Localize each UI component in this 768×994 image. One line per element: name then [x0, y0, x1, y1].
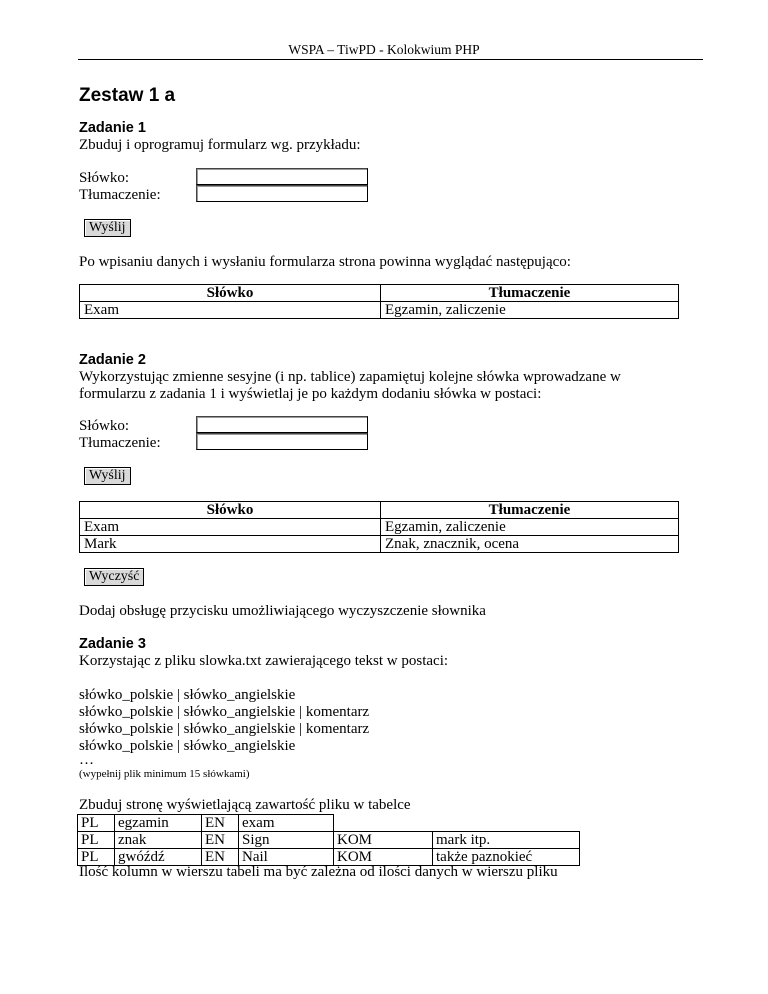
table-cell: mark itp.	[433, 832, 580, 849]
table-header-row	[80, 285, 679, 302]
task2-translation-label: Tłumaczenie:	[79, 435, 161, 451]
table-row	[80, 519, 679, 536]
table-cell: Mark	[80, 536, 381, 553]
task1-send-button[interactable]: Wyślij	[84, 219, 131, 237]
column-header-translation: Tłumaczenie	[381, 502, 679, 519]
table-cell: exam	[239, 815, 334, 832]
task2-send-button[interactable]: Wyślij	[84, 467, 131, 485]
task3-footer-text: Ilość kolumn w wierszu tabeli ma być zależna od ilości danych w wierszu pliku	[79, 864, 558, 880]
task2-translation-input[interactable]	[196, 433, 368, 450]
table-cell: EN	[202, 815, 239, 832]
page-title: Zestaw 1 a	[79, 85, 176, 106]
task2-result-table	[79, 501, 679, 553]
file-format-line: słówko_polskie | słówko_angielskie	[79, 687, 296, 703]
table-cell: PL	[78, 832, 115, 849]
table-cell: Nail	[239, 849, 334, 866]
task2-word-label: Słówko:	[79, 418, 130, 434]
task1-word-input[interactable]	[196, 168, 368, 185]
file-format-line: słówko_polskie | słówko_angielskie | komentarz	[79, 721, 370, 737]
page-header: WSPA – TiwPD - Kolokwium PHP	[288, 42, 480, 57]
file-format-ellipsis: …	[79, 752, 94, 768]
task1-after-text: Po wpisaniu danych i wysłaniu formularza strona powinna wyglądać następująco:	[79, 254, 571, 270]
column-header-word: Słówko	[80, 502, 381, 519]
task2-after-text: Dodaj obsługę przycisku umożliwiającego wyczyszczenie słownika	[79, 603, 486, 619]
table-cell: Egzamin, zaliczenie	[381, 519, 679, 536]
table-cell: KOM	[334, 849, 433, 866]
table-cell: znak	[115, 832, 202, 849]
task2-heading: Zadanie 2	[79, 352, 146, 368]
table-cell: EN	[202, 849, 239, 866]
table-row	[80, 302, 679, 319]
table-row	[78, 815, 580, 832]
table-row	[80, 536, 679, 553]
table-cell: egzamin	[115, 815, 202, 832]
column-header-translation: Tłumaczenie	[381, 285, 679, 302]
clear-button[interactable]: Wyczyść	[84, 568, 144, 586]
table-cell: PL	[78, 815, 115, 832]
table-cell: także paznokieć	[433, 849, 580, 866]
table-cell-empty	[334, 815, 433, 832]
table-cell: PL	[78, 849, 115, 866]
task1-result-table	[79, 284, 679, 319]
task1-translation-label: Tłumaczenie:	[79, 187, 161, 203]
column-header-word: Słówko	[80, 285, 381, 302]
table-header-row	[80, 502, 679, 519]
task3-build-text: Zbuduj stronę wyświetlającą zawartość pliku w tabelce	[79, 797, 411, 813]
file-content-table	[77, 814, 580, 866]
table-cell: gwóźdź	[115, 849, 202, 866]
table-cell: Egzamin, zaliczenie	[381, 302, 679, 319]
table-cell: Znak, znacznik, ocena	[381, 536, 679, 553]
table-cell: Exam	[80, 302, 381, 319]
table-cell: Sign	[239, 832, 334, 849]
task2-text-line1: Wykorzystując zmienne sesyjne (i np. tablice) zapamiętuj kolejne słówka wprowadzane w	[79, 369, 621, 385]
task3-text: Korzystając z pliku slowka.txt zawierającego tekst w postaci:	[79, 653, 449, 669]
table-cell: EN	[202, 832, 239, 849]
file-note: (wypełnij plik minimum 15 słówkami)	[79, 768, 250, 780]
table-cell-empty	[433, 815, 580, 832]
task2-text-line2: formularzu z zadania 1 i wyświetlaj je po każdym dodaniu słówka w postaci:	[79, 386, 542, 402]
table-cell: KOM	[334, 832, 433, 849]
task3-heading: Zadanie 3	[79, 636, 146, 652]
task2-word-input[interactable]	[196, 416, 368, 433]
table-row	[78, 849, 580, 866]
table-cell: Exam	[80, 519, 381, 536]
file-format-line: słówko_polskie | słówko_angielskie | komentarz	[79, 704, 370, 720]
task1-translation-input[interactable]	[196, 185, 368, 202]
task1-text: Zbuduj i oprogramuj formularz wg. przykładu:	[79, 137, 361, 153]
file-format-line: słówko_polskie | słówko_angielskie	[79, 738, 296, 754]
task1-heading: Zadanie 1	[79, 120, 146, 136]
task1-word-label: Słówko:	[79, 170, 130, 186]
table-row	[78, 832, 580, 849]
header-rule	[78, 59, 703, 60]
